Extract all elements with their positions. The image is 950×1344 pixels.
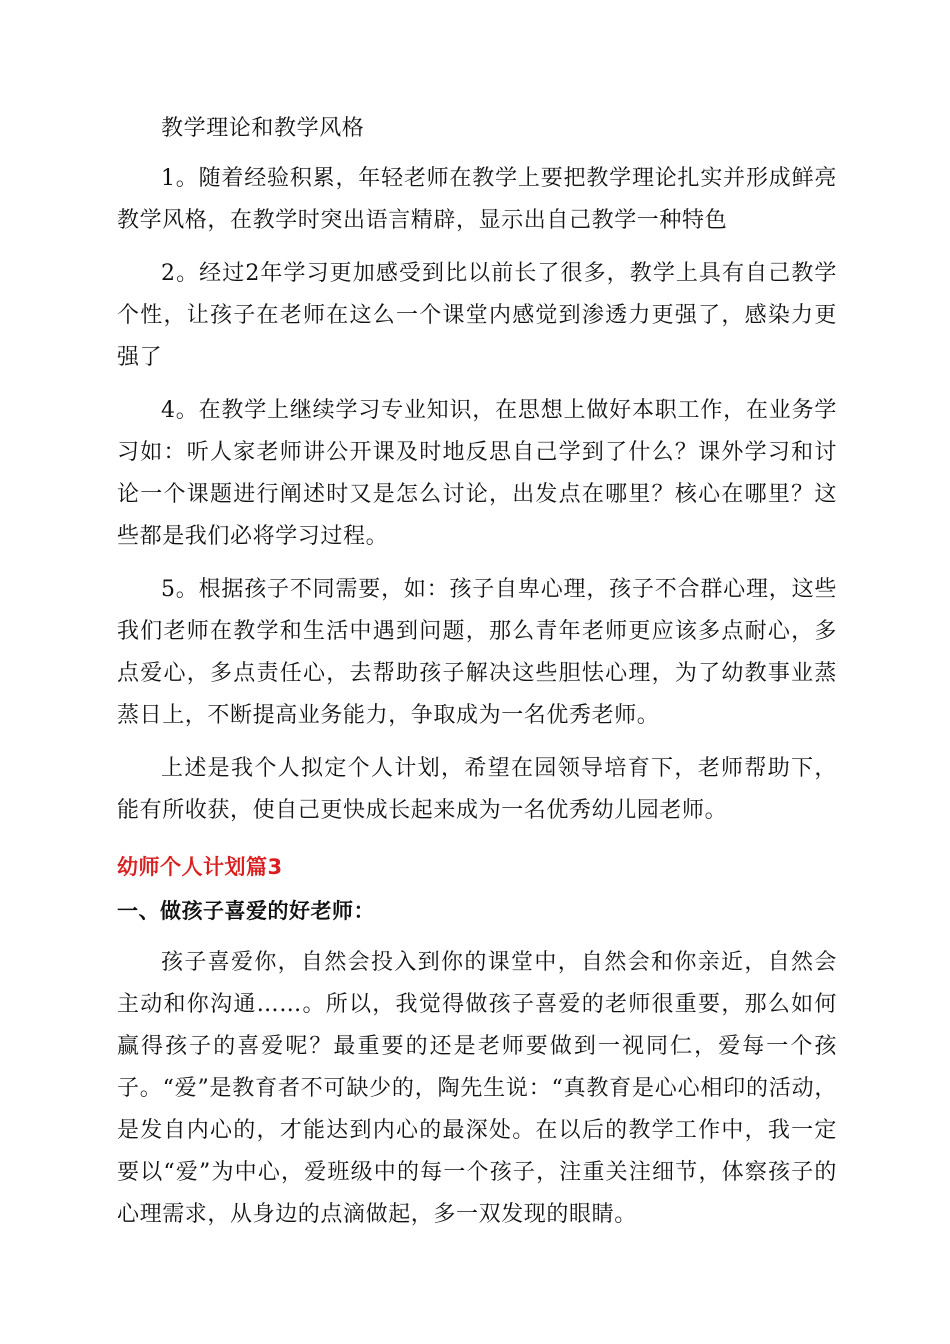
paragraph-item-5: 5。根据孩子不同需要，如：孩子自卑心理，孩子不合群心理，这些我们老师在教学和生活中遇到问题，那么青年老师更应该多点耐心，多点爱心，多点责任心，去帮助孩子解决这些胆怯心理，为了幼教事业蒸蒸日上，不断提高业务能力，争取成为一名优秀老师。 bbox=[117, 577, 837, 728]
document-body bbox=[117, 108, 837, 1247]
paragraph-summary: 上述是我个人拟定个人计划，希望在园领导培育下，老师帮助下，能有所收获，使自己更快成长起来成为一名优秀幼儿园老师。 bbox=[117, 756, 837, 823]
paragraph-item-4: 4。在教学上继续学习专业知识，在思想上做好本职工作，在业务学习如：听人家老师讲公开课及时地反思自己学到了什么？课外学习和讨论一个课题进行阐述时又是怎么讨论，出发点在哪里？核心在哪里？这些都是我们必将学习过程。 bbox=[117, 398, 837, 549]
paragraph-item-2: 2。经过2年学习更加感受到比以前长了很多，教学上具有自己教学个性，让孩子在老师在这么一个课堂内感觉到渗透力更强了，感染力更强了 bbox=[117, 261, 837, 370]
sub-title: 一、做孩子喜爱的好老师： bbox=[117, 899, 375, 923]
paragraph-love-children: 孩子喜爱你，自然会投入到你的课堂中，自然会和你亲近，自然会主动和你沟通……。所以，我觉得做孩子喜爱的老师很重要，那么如何赢得孩子的喜爱呢？最重要的还是老师要做到一视同仁，爱每一个孩子。“爱”是教育者不可缺少的，陶先生说：“真教育是心心相印的活动，是发自内心的，才能达到内心的最深处。在以后的教学工作中，我一定要以“爱”为中心，爱班级中的每一个孩子，注重关注细节，体察孩子的心理需求，从身边的点滴做起，多一双发现的眼睛。 bbox=[117, 950, 837, 1227]
paragraph-heading-teaching-style: 教学理论和教学风格 bbox=[161, 116, 365, 141]
paragraph-item-1: 1。随着经验积累，年轻老师在教学上要把教学理论扎实并形成鲜亮教学风格，在教学时突出语言精辟，显示出自己教学一种特色 bbox=[117, 166, 837, 233]
section-title: 幼师个人计划篇3 bbox=[117, 855, 283, 879]
